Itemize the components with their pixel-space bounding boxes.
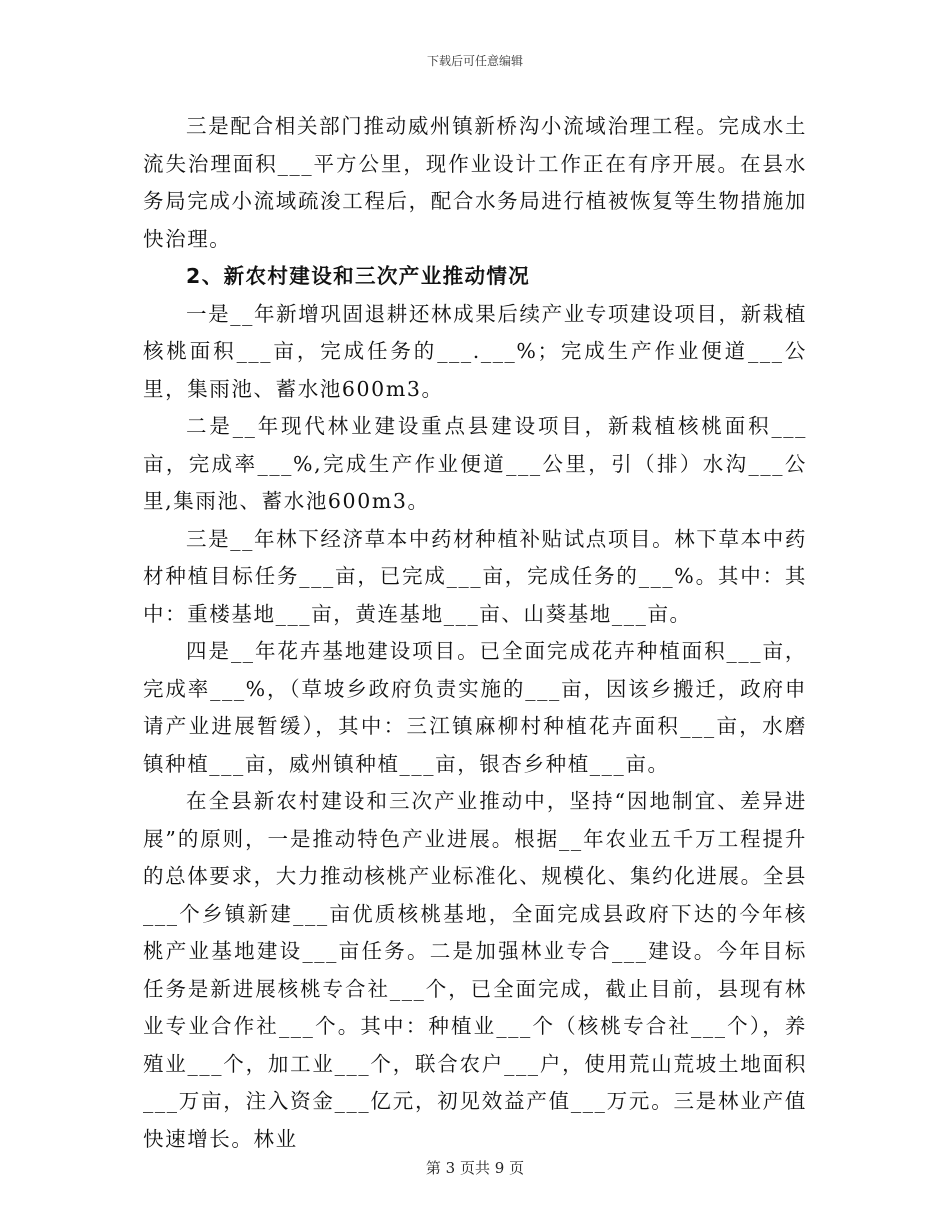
paragraph-county-summary: 在全县新农村建设和三次产业推动中，坚持“因地制宜、差异进展”的原则，一是推动特色产业进展。根据__年农业五千万工程提升的总体要求，大力推动核桃产业标准化、规模化、集约化进展。全县___个乡镇新建___亩优质核桃基地，全面完成县政府下达的今年核桃产业基地建设___亩任务。二是加强林业专合___建设。今年目标任务是新进展核桃专合社___个，已全面完成，截止目前，县现有林业专业合作社___个。其中：种植业___个（核桃专合社___个），养殖业___个，加工业___个，联合农户___户，使用荒山荒坡土地面积___万亩，注入资金___亿元，初见效益产值___万元。三是林业产值快速增长。林业 (143, 789, 807, 1151)
section-heading-rural-construction: 2、新农村建设和三次产业推动情况 (186, 264, 531, 288)
paragraph-modern-forestry: 二是__年现代林业建设重点县建设项目，新栽植核桃面积___亩，完成率___%,完成生产作业便道___公里，引（排）水沟___公里,集雨池、蓄水池600m3。 (143, 414, 807, 513)
paragraph-xinqiaogou-watershed: 三是配合相关部门推动威州镇新桥沟小流域治理工程。完成水土流失治理面积___平方公里，现作业设计工作正在有序开展。在县水务局完成小流域疏浚工程后，配合水务局进行植被恢复等生物措施加快治理。 (143, 114, 807, 251)
paragraph-herbal-medicine: 三是__年林下经济草本中药材种植补贴试点项目。林下草本中药材种植目标任务___亩，已完成___亩，完成任务的___%。其中：其中：重楼基地___亩，黄连基地___亩、山葵基地___亩。 (143, 526, 807, 626)
page-number: 第 3 页共 9 页 (425, 1159, 525, 1177)
paragraph-flower-base: 四是__年花卉基地建设项目。已全面完成花卉种植面积___亩，完成率___%，（草坡乡政府负责实施的___亩，因该乡搬迁，政府申请产业进展暂缓），其中：三江镇麻柳村种植花卉面积___亩，水磨镇种植___亩，威州镇种植___亩，银杏乡种植___亩。 (143, 639, 807, 776)
page-header-note: 下载后可任意编辑 (426, 54, 523, 68)
document-body (143, 108, 807, 1158)
paragraph-walnut-project: 一是__年新增巩固退耕还林成果后续产业专项建设项目，新栽植核桃面积___亩，完成任务的___.___%；完成生产作业便道___公里，集雨池、蓄水池600m3。 (143, 301, 807, 401)
